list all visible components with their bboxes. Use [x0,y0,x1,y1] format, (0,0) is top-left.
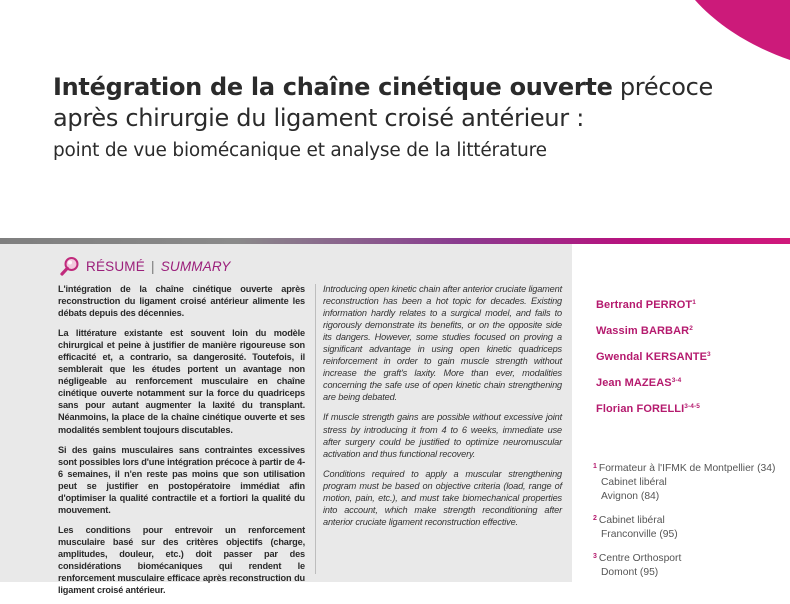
affiliation: $^1$ Formateur à l'IFMK de Montpellier (34) Cabinet libéral Avignon (84) [593,463,776,502]
abstract-english [323,283,562,536]
subtitle: point de vue biomécanique et analyse de la littérature [53,140,547,161]
author-list [596,296,711,426]
author: Florian FORELLI$^{3-4-5}$ [596,403,700,415]
column-divider [315,284,316,574]
abstract-fr-paragraph: Les conditions pour entrevoir un renforcement musculaire basé sur des critères objectifs (charge, amplitudes, douleur, etc.) doit passer par des considérations biomécaniques qui rendent le renforcement musculaire efficace après reconstruction du ligament croisé antérieur. [58,524,305,596]
abstract-en-paragraph: If muscle strength gains are possible without excessive joint stress by introducing it from 4 to 6 weeks, immediate use after surgery could be justified to optimize neuromuscular activation and thus functional recovery. [323,412,562,459]
affiliation: $^3$ Centre Orthosport Domont (95) [593,553,682,578]
title-rest: précoce [612,73,713,101]
resume-en: SUMMARY [160,258,231,274]
magnifier-icon [60,256,80,276]
abstract-fr-paragraph: L'intégration de la chaîne cinétique ouverte après reconstruction du ligament croisé antérieur alimente les débats depuis des décennies. [58,284,305,319]
abstract-fr-paragraph: La littérature existante est souvent loin du modèle chirurgical et peine à justifier de manière rigoureuse son efficacité et, a contrario, sa dangerosité. Toutefois, il semblerait que les études portent un avantage non négligeable au renforcement musculaire en chaîne cinétique ouverte notamment sur la force du quadriceps sans pour autant augmenter la laxité du transplant. Néanmoins, la place de la chaîne cinétique ouverte et ses modalités semblent toujours discutables. [58,328,305,435]
author: Bertrand PERROT$^1$ [596,299,696,311]
resume-separator: | [150,258,155,274]
corner-decoration [695,0,790,60]
article-title [53,72,733,166]
title-bold: Intégration de la chaîne cinétique ouverte [53,73,613,101]
author: Wassim BARBAR$^2$ [596,325,693,337]
title-line-1 [53,72,733,102]
abstract-en-paragraph: Introducing open kinetic chain after anterior cruciate ligament reconstruction has been a hot topic for decades. Existing information hardly relates to a surgical model, and fails to rigorously demonstrate its benefits, or on the opposite side its dangers. However, some studies focused on proving a significant advantage in using open kinetic quadriceps reinforcement in order to gain muscle strength without increase the graft's laxity. More than ever, modalities concerning the safe use of open kinetic chain strengthening are being debated. [323,284,562,403]
author: Gwendal KERSANTE$^3$ [596,351,711,363]
author: Jean MAZEAS$^{3-4}$ [596,377,682,389]
title-line-2: après chirurgie du ligament croisé antérieur : [53,104,584,132]
abstract-fr-paragraph: Si des gains musculaires sans contraintes excessives sont possibles lors d'une intégration précoce à partir de 4-6 semaines, il n'en reste pas moins que son utilisation peut se justifier en postopératoire immédiat afin d'optimiser la qualité contractile et a fortiori la qualité du mouvement. [58,444,305,515]
abstract-french [58,283,305,604]
resume-fr: RÉSUMÉ [86,258,145,274]
resume-heading [60,256,231,276]
abstract-en-paragraph: Conditions required to apply a muscular strengthening program must be based on objective criteria (load, range of motion, pain, etc.), and must take biomechanical properties into account, which make strength reconditioning after anterior cruciate ligament reconstruction effective. [323,468,562,527]
affiliations [593,460,788,588]
affiliation: $^2$ Cabinet libéral Franconville (95) [593,515,678,540]
